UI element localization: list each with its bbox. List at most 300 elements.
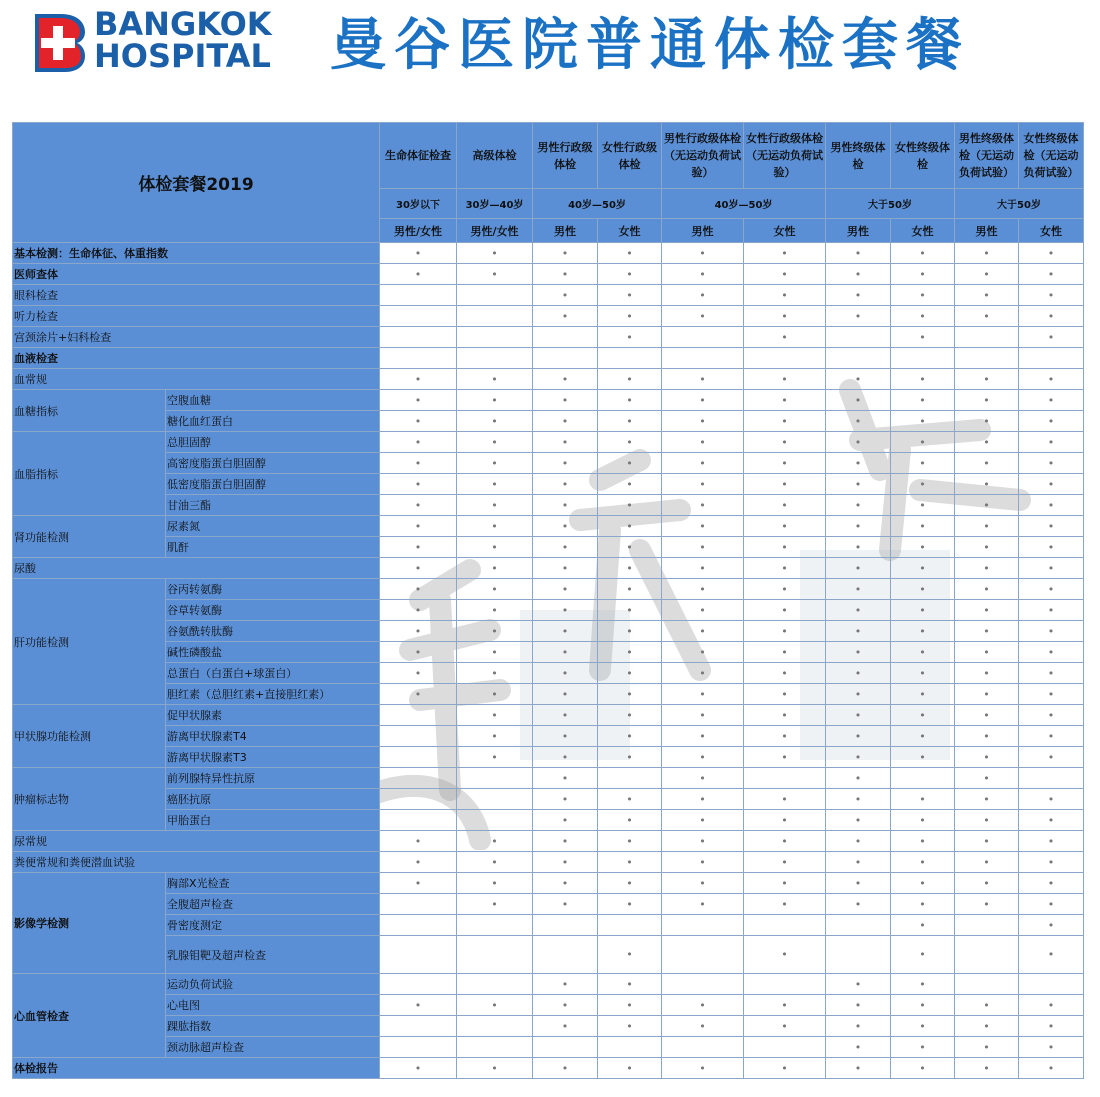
included-mark: •: [955, 1037, 1019, 1058]
included-mark: •: [826, 621, 891, 642]
empty-cell: [457, 285, 533, 306]
included-mark: •: [457, 852, 533, 873]
included-mark: •: [744, 495, 826, 516]
item-subname: 游离甲状腺素T4: [166, 726, 380, 747]
included-mark: •: [662, 789, 744, 810]
empty-cell: [955, 915, 1019, 936]
included-mark: •: [533, 663, 598, 684]
included-mark: •: [457, 663, 533, 684]
included-mark: •: [380, 579, 457, 600]
included-mark: •: [891, 369, 955, 390]
included-mark: •: [662, 852, 744, 873]
item-subname: 尿素氮: [166, 516, 380, 537]
age-range: 大于50岁: [955, 189, 1084, 219]
table-row: [13, 348, 1084, 369]
empty-cell: [662, 974, 744, 995]
empty-cell: [380, 936, 457, 974]
included-mark: •: [662, 264, 744, 285]
empty-cell: [457, 974, 533, 995]
included-mark: •: [457, 873, 533, 894]
included-mark: •: [891, 579, 955, 600]
included-mark: •: [533, 747, 598, 768]
included-mark: •: [457, 1058, 533, 1079]
included-mark: •: [744, 621, 826, 642]
included-mark: •: [380, 390, 457, 411]
included-mark: •: [826, 768, 891, 789]
included-mark: •: [598, 411, 662, 432]
item-subname: 骨密度测定: [166, 915, 380, 936]
empty-cell: [457, 327, 533, 348]
included-mark: •: [826, 852, 891, 873]
included-mark: •: [457, 411, 533, 432]
included-mark: •: [891, 747, 955, 768]
included-mark: •: [955, 474, 1019, 495]
included-mark: •: [598, 995, 662, 1016]
included-mark: •: [891, 974, 955, 995]
included-mark: •: [380, 873, 457, 894]
included-mark: •: [598, 936, 662, 974]
included-mark: •: [598, 831, 662, 852]
item-category: 肝功能检测: [13, 579, 166, 705]
included-mark: •: [598, 747, 662, 768]
included-mark: •: [891, 516, 955, 537]
included-mark: •: [891, 243, 955, 264]
included-mark: •: [826, 243, 891, 264]
item-subname: 肌酐: [166, 537, 380, 558]
included-mark: •: [533, 726, 598, 747]
included-mark: •: [380, 831, 457, 852]
included-mark: •: [598, 894, 662, 915]
package-name: 男性终级体检: [826, 123, 891, 189]
included-mark: •: [955, 411, 1019, 432]
empty-cell: [955, 936, 1019, 974]
included-mark: •: [744, 579, 826, 600]
included-mark: •: [955, 789, 1019, 810]
gender: 女性: [1019, 219, 1084, 243]
included-mark: •: [457, 642, 533, 663]
empty-cell: [457, 936, 533, 974]
included-mark: •: [1019, 852, 1084, 873]
included-mark: •: [955, 831, 1019, 852]
included-mark: •: [744, 516, 826, 537]
included-mark: •: [955, 306, 1019, 327]
gender: 女性: [598, 219, 662, 243]
included-mark: •: [891, 621, 955, 642]
included-mark: •: [826, 789, 891, 810]
included-mark: •: [826, 474, 891, 495]
included-mark: •: [1019, 516, 1084, 537]
included-mark: •: [826, 1016, 891, 1037]
included-mark: •: [1019, 243, 1084, 264]
item-category: 血脂指标: [13, 432, 166, 516]
included-mark: •: [662, 558, 744, 579]
checkup-table-container: [12, 122, 1084, 1079]
table-row: [13, 936, 1084, 974]
included-mark: •: [457, 432, 533, 453]
table-row: [13, 894, 1084, 915]
included-mark: •: [744, 894, 826, 915]
table-row: [13, 306, 1084, 327]
included-mark: •: [826, 495, 891, 516]
included-mark: •: [826, 705, 891, 726]
item-category: 影像学检测: [13, 873, 166, 974]
included-mark: •: [380, 516, 457, 537]
included-mark: •: [662, 1058, 744, 1079]
included-mark: •: [744, 642, 826, 663]
included-mark: •: [955, 558, 1019, 579]
included-mark: •: [457, 558, 533, 579]
included-mark: •: [533, 537, 598, 558]
empty-cell: [826, 348, 891, 369]
empty-cell: [598, 348, 662, 369]
included-mark: •: [662, 243, 744, 264]
table-row: [13, 621, 1084, 642]
included-mark: •: [380, 411, 457, 432]
included-mark: •: [955, 852, 1019, 873]
included-mark: •: [826, 974, 891, 995]
included-mark: •: [1019, 705, 1084, 726]
included-mark: •: [1019, 264, 1084, 285]
table-row: [13, 642, 1084, 663]
page-title: 曼谷医院普通体检套餐: [330, 13, 970, 78]
included-mark: •: [955, 663, 1019, 684]
included-mark: •: [598, 1016, 662, 1037]
included-mark: •: [891, 995, 955, 1016]
included-mark: •: [826, 1058, 891, 1079]
hospital-cross-logo-icon: [35, 14, 85, 72]
empty-cell: [533, 1037, 598, 1058]
included-mark: •: [1019, 810, 1084, 831]
included-mark: •: [826, 516, 891, 537]
item-subname: 促甲状腺素: [166, 705, 380, 726]
included-mark: •: [955, 705, 1019, 726]
included-mark: •: [744, 327, 826, 348]
included-mark: •: [1019, 558, 1084, 579]
item-name: 听力检查: [13, 306, 380, 327]
included-mark: •: [744, 852, 826, 873]
table-row: [13, 474, 1084, 495]
included-mark: •: [380, 495, 457, 516]
included-mark: •: [380, 453, 457, 474]
included-mark: •: [662, 432, 744, 453]
included-mark: •: [891, 432, 955, 453]
included-mark: •: [662, 705, 744, 726]
included-mark: •: [1019, 642, 1084, 663]
included-mark: •: [955, 873, 1019, 894]
included-mark: •: [744, 663, 826, 684]
included-mark: •: [955, 243, 1019, 264]
item-subname: 颈动脉超声检查: [166, 1037, 380, 1058]
included-mark: •: [533, 873, 598, 894]
included-mark: •: [662, 768, 744, 789]
included-mark: •: [826, 285, 891, 306]
table-row: [13, 495, 1084, 516]
empty-cell: [744, 1037, 826, 1058]
empty-cell: [380, 285, 457, 306]
included-mark: •: [533, 810, 598, 831]
included-mark: •: [891, 831, 955, 852]
table-row: [13, 369, 1084, 390]
included-mark: •: [598, 243, 662, 264]
table-row: [13, 264, 1084, 285]
included-mark: •: [744, 369, 826, 390]
included-mark: •: [955, 747, 1019, 768]
item-subname: 甲胎蛋白: [166, 810, 380, 831]
included-mark: •: [955, 726, 1019, 747]
item-subname: 总胆固醇: [166, 432, 380, 453]
table-row: [13, 600, 1084, 621]
included-mark: •: [457, 747, 533, 768]
included-mark: •: [891, 537, 955, 558]
gender: 男性: [662, 219, 744, 243]
included-mark: •: [662, 516, 744, 537]
included-mark: •: [826, 873, 891, 894]
empty-cell: [662, 1037, 744, 1058]
empty-cell: [662, 348, 744, 369]
table-row: [13, 663, 1084, 684]
included-mark: •: [891, 1037, 955, 1058]
item-name: 血液检查: [13, 348, 380, 369]
included-mark: •: [955, 1058, 1019, 1079]
included-mark: •: [826, 600, 891, 621]
empty-cell: [380, 705, 457, 726]
included-mark: •: [891, 726, 955, 747]
empty-cell: [533, 348, 598, 369]
empty-cell: [380, 915, 457, 936]
included-mark: •: [662, 831, 744, 852]
included-mark: •: [380, 684, 457, 705]
table-row: [13, 974, 1084, 995]
included-mark: •: [457, 621, 533, 642]
included-mark: •: [744, 810, 826, 831]
included-mark: •: [955, 537, 1019, 558]
package-name: 生命体征检查: [380, 123, 457, 189]
included-mark: •: [1019, 537, 1084, 558]
included-mark: •: [533, 285, 598, 306]
included-mark: •: [891, 1016, 955, 1037]
included-mark: •: [598, 390, 662, 411]
item-category: 血糖指标: [13, 390, 166, 432]
included-mark: •: [457, 705, 533, 726]
included-mark: •: [533, 1058, 598, 1079]
empty-cell: [380, 768, 457, 789]
included-mark: •: [533, 831, 598, 852]
empty-cell: [1019, 768, 1084, 789]
included-mark: •: [533, 789, 598, 810]
empty-cell: [457, 789, 533, 810]
included-mark: •: [598, 369, 662, 390]
included-mark: •: [1019, 726, 1084, 747]
included-mark: •: [1019, 873, 1084, 894]
item-subname: 游离甲状腺素T3: [166, 747, 380, 768]
table-row: [13, 747, 1084, 768]
included-mark: •: [955, 369, 1019, 390]
included-mark: •: [598, 789, 662, 810]
included-mark: •: [662, 390, 744, 411]
brand-line-2: HOSPITAL: [94, 37, 271, 75]
included-mark: •: [891, 264, 955, 285]
included-mark: •: [1019, 831, 1084, 852]
empty-cell: [662, 915, 744, 936]
included-mark: •: [955, 579, 1019, 600]
included-mark: •: [457, 995, 533, 1016]
included-mark: •: [533, 243, 598, 264]
included-mark: •: [891, 495, 955, 516]
included-mark: •: [744, 873, 826, 894]
included-mark: •: [744, 789, 826, 810]
included-mark: •: [955, 810, 1019, 831]
included-mark: •: [744, 411, 826, 432]
item-subname: 低密度脂蛋白胆固醇: [166, 474, 380, 495]
included-mark: •: [380, 243, 457, 264]
included-mark: •: [380, 995, 457, 1016]
included-mark: •: [1019, 600, 1084, 621]
included-mark: •: [891, 327, 955, 348]
included-mark: •: [533, 768, 598, 789]
included-mark: •: [457, 474, 533, 495]
included-mark: •: [598, 600, 662, 621]
included-mark: •: [826, 390, 891, 411]
included-mark: •: [744, 936, 826, 974]
included-mark: •: [826, 726, 891, 747]
item-subname: 谷氨酰转肽酶: [166, 621, 380, 642]
gender: 男性: [826, 219, 891, 243]
empty-cell: [380, 974, 457, 995]
item-name: 眼科检查: [13, 285, 380, 306]
included-mark: •: [826, 579, 891, 600]
included-mark: •: [744, 705, 826, 726]
included-mark: •: [380, 663, 457, 684]
included-mark: •: [1019, 663, 1084, 684]
included-mark: •: [598, 974, 662, 995]
included-mark: •: [1019, 369, 1084, 390]
included-mark: •: [598, 432, 662, 453]
empty-cell: [955, 974, 1019, 995]
included-mark: •: [598, 852, 662, 873]
included-mark: •: [891, 474, 955, 495]
included-mark: •: [891, 558, 955, 579]
included-mark: •: [662, 684, 744, 705]
table-row: [13, 873, 1084, 894]
included-mark: •: [891, 852, 955, 873]
included-mark: •: [955, 995, 1019, 1016]
included-mark: •: [826, 810, 891, 831]
included-mark: •: [662, 579, 744, 600]
included-mark: •: [457, 600, 533, 621]
gender: 女性: [891, 219, 955, 243]
included-mark: •: [744, 474, 826, 495]
empty-cell: [891, 348, 955, 369]
included-mark: •: [826, 537, 891, 558]
table-title: 体检套餐2019: [13, 123, 380, 243]
empty-cell: [1019, 974, 1084, 995]
included-mark: •: [826, 411, 891, 432]
included-mark: •: [662, 306, 744, 327]
included-mark: •: [744, 306, 826, 327]
included-mark: •: [598, 579, 662, 600]
included-mark: •: [744, 453, 826, 474]
item-subname: 运动负荷试验: [166, 974, 380, 995]
included-mark: •: [891, 453, 955, 474]
included-mark: •: [457, 495, 533, 516]
item-subname: 前列腺特异性抗原: [166, 768, 380, 789]
included-mark: •: [1019, 894, 1084, 915]
empty-cell: [744, 974, 826, 995]
included-mark: •: [598, 495, 662, 516]
included-mark: •: [955, 264, 1019, 285]
included-mark: •: [1019, 621, 1084, 642]
included-mark: •: [457, 831, 533, 852]
header: [0, 0, 1100, 110]
included-mark: •: [457, 579, 533, 600]
included-mark: •: [380, 537, 457, 558]
package-name: 男性终级体检（无运动负荷试验）: [955, 123, 1019, 189]
included-mark: •: [891, 306, 955, 327]
item-name: 基本检测：生命体征、体重指数: [13, 243, 380, 264]
included-mark: •: [662, 537, 744, 558]
included-mark: •: [1019, 579, 1084, 600]
included-mark: •: [598, 873, 662, 894]
included-mark: •: [662, 600, 744, 621]
included-mark: •: [533, 579, 598, 600]
table-row: [13, 831, 1084, 852]
included-mark: •: [955, 285, 1019, 306]
table-row: [13, 1016, 1084, 1037]
included-mark: •: [891, 894, 955, 915]
empty-cell: [457, 1037, 533, 1058]
empty-cell: [457, 810, 533, 831]
included-mark: •: [1019, 306, 1084, 327]
empty-cell: [662, 327, 744, 348]
included-mark: •: [533, 852, 598, 873]
empty-cell: [380, 1037, 457, 1058]
included-mark: •: [533, 684, 598, 705]
included-mark: •: [1019, 327, 1084, 348]
included-mark: •: [891, 810, 955, 831]
included-mark: •: [826, 642, 891, 663]
included-mark: •: [662, 621, 744, 642]
included-mark: •: [955, 621, 1019, 642]
included-mark: •: [891, 684, 955, 705]
included-mark: •: [598, 684, 662, 705]
included-mark: •: [533, 411, 598, 432]
included-mark: •: [1019, 1058, 1084, 1079]
item-subname: 癌胚抗原: [166, 789, 380, 810]
included-mark: •: [826, 663, 891, 684]
included-mark: •: [826, 1037, 891, 1058]
brand-name: [94, 5, 272, 75]
empty-cell: [826, 915, 891, 936]
empty-cell: [380, 726, 457, 747]
included-mark: •: [380, 558, 457, 579]
included-mark: •: [533, 1016, 598, 1037]
table-row: [13, 1037, 1084, 1058]
included-mark: •: [662, 369, 744, 390]
table-row: [13, 558, 1084, 579]
included-mark: •: [533, 390, 598, 411]
included-mark: •: [598, 558, 662, 579]
table-row: [13, 768, 1084, 789]
empty-cell: [380, 810, 457, 831]
included-mark: •: [744, 831, 826, 852]
package-name: 男性行政级体检: [533, 123, 598, 189]
item-subname: 乳腺钼靶及超声检查: [166, 936, 380, 974]
included-mark: •: [457, 453, 533, 474]
included-mark: •: [955, 684, 1019, 705]
included-mark: •: [955, 768, 1019, 789]
empty-cell: [1019, 348, 1084, 369]
empty-cell: [826, 936, 891, 974]
